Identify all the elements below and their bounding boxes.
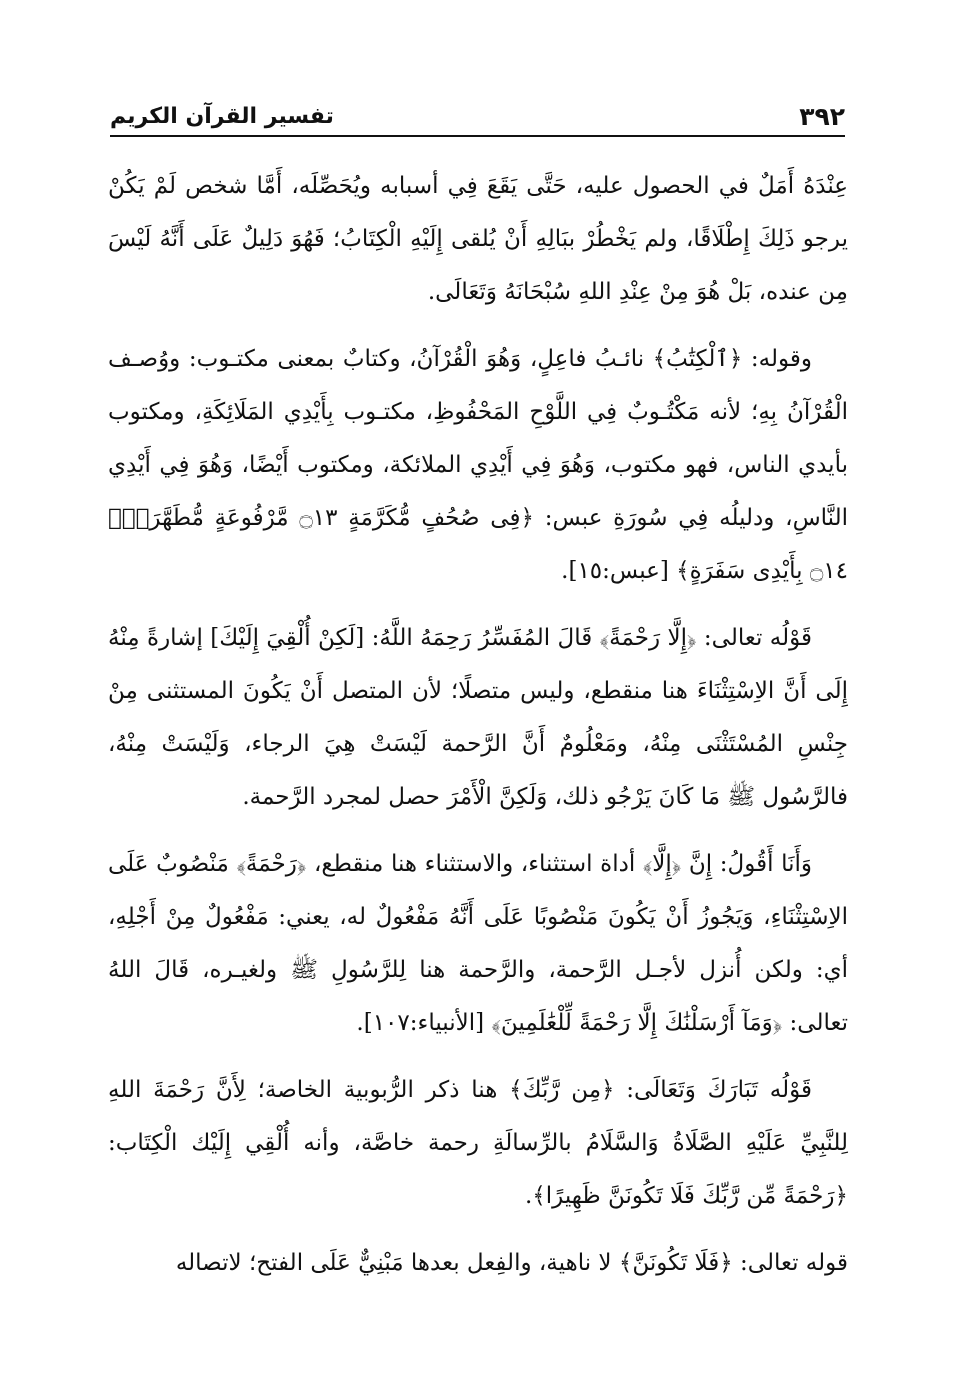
header-rule [110, 135, 845, 137]
page-body [108, 160, 848, 1304]
paragraph-4: وَأَنَا أَقُولُ: إِنَّ ﴿إِلَّا﴾ أداة استثناء، والاستثناء هنا منقطع، ﴿رَحْمَةً﴾ مَنْصُوبٌ عَلَى الاِسْتِثْنَاءِ، وَيَجُوزُ أَنْ يَكُونَ مَنْصُوبًا عَلَى أَنَّهُ مَفْعُولٌ له، يعني: مَفْعُولٌ مِنْ أَجْلِهِ، أي: ولكن أُنزل لأجـل الرَّحمة، والرَّحمة هنا لِلرَّسُولِ ﷺ ولغيـره، قَالَ اللهُ تعالى: ﴿وَمَآ أَرْسَلْنَٰكَ إِلَّا رَحْمَةً لِّلْعَٰلَمِينَ﴾ [الأنبياء:١٠٧]. [108, 851, 848, 1036]
running-title: تفسير القرآن الكريم [110, 104, 334, 129]
page-header [110, 92, 845, 132]
page-number: ٣٩٢ [799, 102, 845, 131]
paragraph-5: قَوْلُه تَبَارَكَ وَتَعَالَى: ﴿مِن رَّبِّكَ﴾ هنا ذكر الرُّبوبية الخاصة؛ لِأَنَّ رَحْمَةَ اللهِ لِلنَّبِيِّ عَلَيْهِ الصَّلَاةُ وَالسَّلَامُ بالرِّسالَةِ رحمة خاصَّة، وأنه أُلْقِي إِلَيْك الْكِتَاب: ﴿رَحْمَةً مِّن رَّبِّكَ فَلَا تَكُونَنَّ ظَهِيرًا﴾. [108, 1077, 848, 1209]
paragraph-1: عِنْدَهُ أَمَلٌ في الحصول عليه، حَتَّى يَقَعَ فِي أسبابه ويُحَصِّلَه، أَمَّا شخص لَمْ يَكُنْ يرجو ذَلِكَ إِطْلَاقًا، ولم يَخْطُرْ ببَالِهِ أَنْ يُلقى إِلَيْهِ الْكِتَابُ؛ فَهُوَ دَلِيلٌ عَلَى أَنَّهُ لَيْسَ مِن عنده، بَلْ هُوَ مِنْ عِنْدِ اللهِ سُبْحَانَهُ وَتَعَالَى. [108, 173, 848, 305]
paragraph-2: وقوله: ﴿ٱلْكِتَٰبُ﴾ نائـبُ فاعِلٍ، وَهُوَ الْقُرْآنُ، وكتابٌ بمعنى مكتـوب: ووُصـف الْقُرْآنُ بِهِ؛ لأنه مَكْتُـوبٌ فِي اللَّوْحِ المَحْفُوظِ، مكتـوب بِأَيْدِي المَلَائِكَةِ، ومكتوب بأيدي الناس، فهو مكتوب، وَهُوَ فِي أَيْدِي الملائكة، ومكتوب أَيْضًا، وَهُوَ فِي أَيْدِي النَّاسِ، ودليلُه فِي سُورَةِ عبس: ﴿فِى صُحُفٍ مُّكَرَّمَةٍ ۝١٣ مَّرْفُوعَةٍ مُّطَهَّرَةٍۭ ۝١٤ بِأَيْدِى سَفَرَةٍ﴾ [عبس:١٥]. [108, 346, 848, 584]
paragraph-6: قوله تعالى: ﴿فَلَا تَكُونَنَّ﴾ لا ناهية، والفِعل بعدها مَبْنِيٌّ عَلَى الفتح؛ لاتصاله [175, 1250, 848, 1276]
paragraph-3: قَوْلُه تعالى: ﴿إِلَّا رَحْمَةً﴾ قَالَ المُفَسِّرُ رَحِمَهُ اللَّهُ: [لَكِنْ أُلْقِيَ إِلَيْكَ] إشارةً مِنْهُ إِلَى أَنَّ الاِسْتِثْنَاءَ هنا منقطع، وليس متصلًا؛ لأن المتصل أَنْ يَكُونَ المستثنى مِنْ جِنْسِ المُسْتَثْنَى مِنْهُ، ومَعْلُومٌ أَنَّ الرَّحمة لَيْسَتْ هِيَ الرجاء، وَلَيْسَتْ مِنْهُ، فالرَّسُول ﷺ مَا كَانَ يَرْجُو ذلك، وَلَكِنَّ الْأَمْرَ حصل لمجرد الرَّحمة. [108, 625, 848, 810]
